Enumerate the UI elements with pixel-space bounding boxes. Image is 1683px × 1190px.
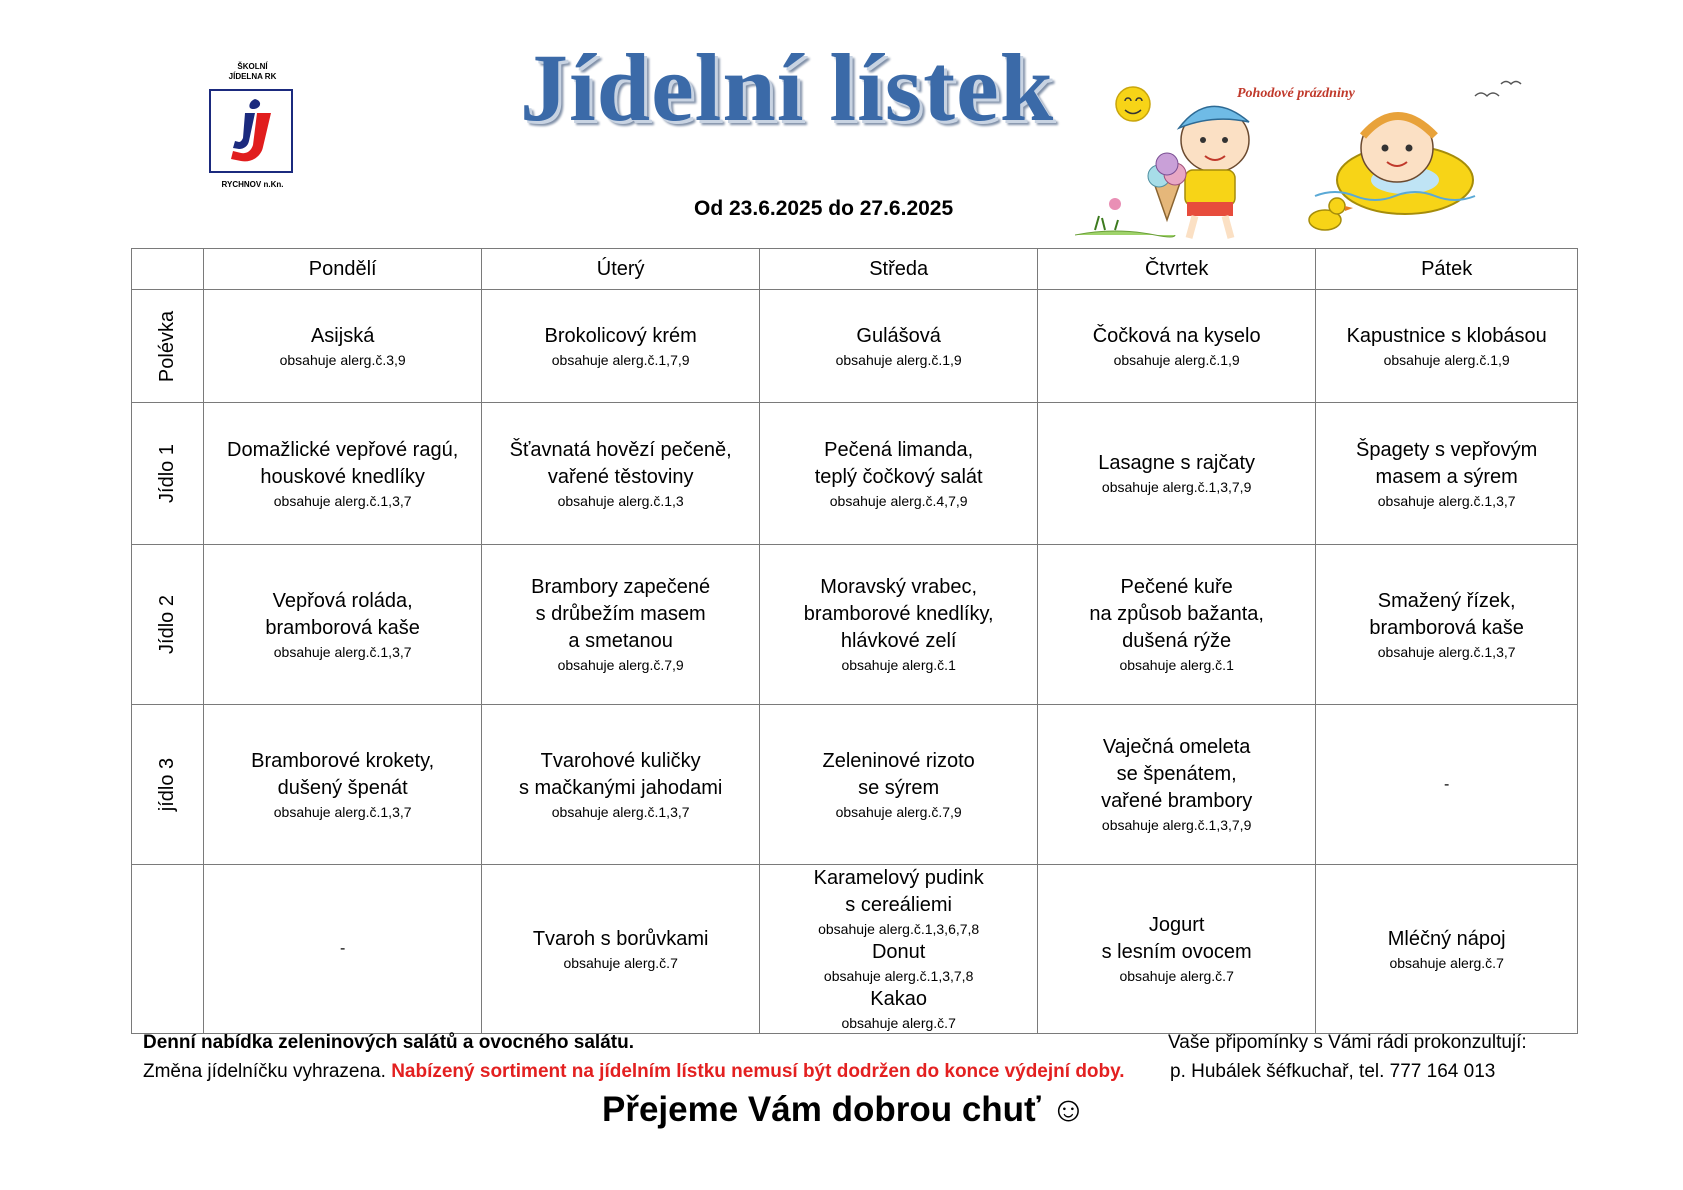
row-label: Polévka xyxy=(132,290,204,403)
menu-cell xyxy=(1038,290,1316,403)
day-header-row xyxy=(132,249,1578,290)
dish-name: Zeleninové rizoto se sýrem xyxy=(822,749,975,799)
allergen-info: obsahuje alerg.č.1,3,7 xyxy=(1377,643,1516,660)
allergen-info: obsahuje alerg.č.1,3,7 xyxy=(551,803,690,820)
menu-cell xyxy=(204,403,482,545)
logo-bottom-text: RYCHNOV n.Kn. xyxy=(221,180,284,189)
menu-cell xyxy=(482,545,760,705)
dish-name: Pečené kuře na způsob bažanta, dušená rýže xyxy=(1089,576,1264,652)
allergen-info: obsahuje alerg.č.7 xyxy=(563,954,678,971)
menu-cell xyxy=(1038,865,1316,1034)
menu-row-meal-3 xyxy=(132,705,1578,865)
page-title: Jídelní lístek xyxy=(520,34,1055,141)
allergen-info: obsahuje alerg.č.7 xyxy=(841,1015,956,1031)
allergen-info: obsahuje alerg.č.1,3,6,7,8 xyxy=(818,921,980,937)
allergen-info: obsahuje alerg.č.1 xyxy=(841,657,956,673)
change-note xyxy=(143,1061,1125,1083)
empty-dash: - xyxy=(339,940,346,957)
dish-name: Špagety s vepřovým masem a sýrem xyxy=(1356,438,1538,488)
dish-name: Brambory zapečené s drůbežím masem a smetanou xyxy=(531,576,711,652)
empty-dash: - xyxy=(1443,775,1450,793)
allergen-info: obsahuje alerg.č.1,3,7 xyxy=(1377,492,1516,509)
allergen-info: obsahuje alerg.č.4,7,9 xyxy=(829,492,968,509)
menu-cell xyxy=(760,545,1038,705)
menu-cell xyxy=(204,290,482,403)
allergen-info: obsahuje alerg.č.7,9 xyxy=(835,803,962,820)
dish-name: Moravský vrabec, bramborové knedlíky, hlávkové zelí xyxy=(803,576,994,652)
menu-row-meal-2 xyxy=(132,545,1578,705)
allergen-info: obsahuje alerg.č.3,9 xyxy=(279,351,406,368)
menu-cell xyxy=(204,545,482,705)
dish-name: Karamelový pudink s cereáliemi xyxy=(813,867,984,916)
allergen-info: obsahuje alerg.č.1,3,7 xyxy=(273,492,412,509)
daily-offer-note: Denní nabídka zeleninových salátů a ovocného salátu. xyxy=(143,1032,634,1053)
allergen-info: obsahuje alerg.č.1,3,7 xyxy=(273,803,412,820)
allergen-info: obsahuje alerg.č.1,9 xyxy=(1383,351,1510,368)
school-canteen-logo xyxy=(205,62,300,190)
row-label: Jídlo 1 xyxy=(132,403,204,545)
menu-cell xyxy=(1038,545,1316,705)
allergen-info: obsahuje alerg.č.1 xyxy=(1119,657,1234,673)
allergen-info: obsahuje alerg.č.7,9 xyxy=(557,657,684,673)
summer-illustration xyxy=(1075,70,1545,245)
dish-name: Kapustnice s klobásou xyxy=(1346,324,1547,347)
menu-cell xyxy=(482,865,760,1034)
day-header: Úterý xyxy=(482,249,760,290)
dish-name: Tvaroh s borůvkami xyxy=(532,927,709,950)
dish-name: Smažený řízek, bramborová kaše xyxy=(1369,589,1524,639)
menu-row-meal-1 xyxy=(132,403,1578,545)
row-label: Jídlo 2 xyxy=(132,545,204,705)
dish-name: Tvarohové kuličky s mačkanými jahodami xyxy=(518,749,723,799)
menu-cell xyxy=(760,290,1038,403)
menu-cell xyxy=(760,865,1038,1034)
menu-cell xyxy=(1316,545,1578,705)
day-header: Čtvrtek xyxy=(1038,249,1316,290)
dish-name: Jogurt s lesním ovocem xyxy=(1101,914,1252,963)
menu-row-snack xyxy=(132,865,1578,1034)
menu-cell xyxy=(204,865,482,1034)
menu-cell xyxy=(1038,403,1316,545)
day-header: Pondělí xyxy=(204,249,482,290)
change-note-text: Změna jídelníčku vyhrazena. xyxy=(143,1061,386,1082)
dish-name: Vaječná omeleta se špenátem, vařené brambory xyxy=(1101,736,1253,812)
row-label xyxy=(132,865,204,1034)
summer-label: Pohodové prázdniny xyxy=(1237,86,1355,101)
dish-name: Kakao xyxy=(870,988,928,1010)
dish-name: Bramborové krokety, dušený špenát xyxy=(251,749,435,799)
allergen-info: obsahuje alerg.č.1,9 xyxy=(1113,351,1240,368)
dish-name: Šťavnatá hovězí pečeně, vařené těstoviny xyxy=(509,438,732,488)
menu-cell xyxy=(482,290,760,403)
allergen-info: obsahuje alerg.č.1,3,7,9 xyxy=(1101,479,1252,495)
menu-cell xyxy=(1316,705,1578,865)
menu-cell xyxy=(1316,290,1578,403)
allergen-info: obsahuje alerg.č.1,3,7,8 xyxy=(823,968,974,984)
allergen-info: obsahuje alerg.č.1,3,7 xyxy=(273,643,412,660)
dish-name: Pečená limanda, teplý čočkový salát xyxy=(814,438,983,488)
allergen-info: obsahuje alerg.č.7 xyxy=(1119,968,1234,984)
corner-cell xyxy=(132,249,204,290)
dish-name: Domažlické vepřové ragú, houskové knedlíky xyxy=(227,438,459,488)
allergen-info: obsahuje alerg.č.1,3 xyxy=(557,492,684,509)
menu-cell xyxy=(1316,865,1578,1034)
menu-cell xyxy=(760,403,1038,545)
dish-name: Lasagne s rajčaty xyxy=(1098,452,1256,474)
menu-row-soup xyxy=(132,290,1578,403)
menu-cell xyxy=(482,705,760,865)
dish-name: Asijská xyxy=(310,324,375,347)
chef-contact: p. Hubálek šéfkuchař, tel. 777 164 013 xyxy=(1170,1061,1496,1082)
feedback-note: Vaše připomínky s Vámi rádi prokonzultují: xyxy=(1168,1032,1527,1053)
menu-table xyxy=(131,248,1578,1034)
dish-name: Donut xyxy=(871,941,926,963)
logo-top-text-2: JÍDELNA RK xyxy=(228,72,277,81)
logo-top-text-1: ŠKOLNÍ xyxy=(237,62,268,71)
dish-name: Brokolicový krém xyxy=(544,324,697,347)
allergen-info: obsahuje alerg.č.7 xyxy=(1389,954,1504,971)
availability-warning: Nabízený sortiment na jídelním lístku nemusí být dodržen do konce výdejní doby. xyxy=(391,1061,1125,1082)
row-label: jídlo 3 xyxy=(132,705,204,865)
day-header: Pátek xyxy=(1316,249,1578,290)
menu-cell xyxy=(1316,403,1578,545)
dish-name: Mléčný nápoj xyxy=(1387,927,1506,950)
logo-emblem xyxy=(209,89,293,173)
allergen-info: obsahuje alerg.č.1,7,9 xyxy=(551,351,690,368)
menu-cell xyxy=(482,403,760,545)
closing-wish: Přejeme Vám dobrou chuť ☺ xyxy=(602,1090,1087,1129)
allergen-info: obsahuje alerg.č.1,9 xyxy=(835,351,962,368)
dish-name: Gulášová xyxy=(856,324,941,347)
menu-cell xyxy=(760,705,1038,865)
menu-cell xyxy=(1038,705,1316,865)
day-header: Středa xyxy=(760,249,1038,290)
allergen-info: obsahuje alerg.č.1,3,7,9 xyxy=(1101,817,1252,833)
date-range: Od 23.6.2025 do 27.6.2025 xyxy=(694,197,954,220)
dish-name: Vepřová roláda, bramborová kaše xyxy=(265,589,420,639)
menu-cell xyxy=(204,705,482,865)
dish-name: Čočková na kyselo xyxy=(1092,324,1261,347)
logo-emblem-icon xyxy=(211,91,291,171)
